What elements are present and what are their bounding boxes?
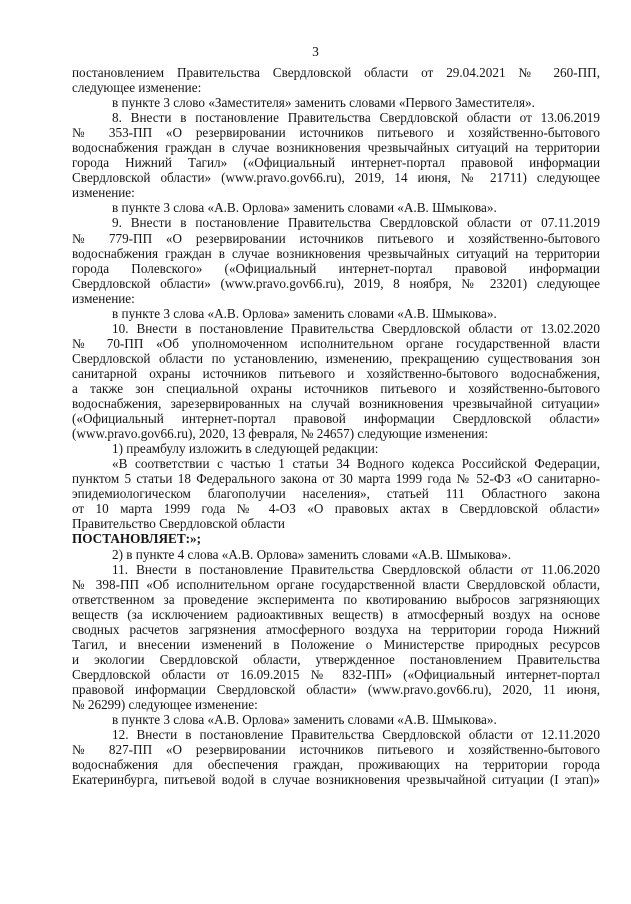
text-line: ответственном за проведение эксперимента по квотированию выбросов загрязняющих bbox=[72, 591, 600, 607]
text-line: изменение: bbox=[72, 290, 135, 306]
text-line: санитарной охраны источников питьевого и хозяйственно-бытового водоснабжения, bbox=[72, 365, 600, 381]
decree-keyword: ПОСТАНОВЛЯЕТ:»; bbox=[72, 531, 201, 547]
text-line: сводных расчетов загрязнения атмосферного воздуха на территории города Нижний bbox=[72, 621, 600, 637]
text-line: Правительство Свердловской области bbox=[72, 516, 285, 532]
text-line: Свердловской области» (www.pravo.gov66.ru), 2019, 8 ноября, № 23201) следующее bbox=[72, 275, 600, 291]
text-line: от 10 марта 1999 года № 4-ОЗ «О правовых актах в Свердловской области» bbox=[72, 501, 600, 517]
text-line: водоснабжения, зарезервированных на случай возникновения чрезвычайной ситуации» bbox=[72, 396, 600, 412]
text-line: города Нижний Тагил» («Официальный интернет-портал правовой информации bbox=[72, 155, 600, 171]
text-line: Екатеринбурга, питьевой водой в случае возникновения чрезвычайной ситуации (I этап)» bbox=[72, 772, 600, 788]
text-line: города Полевского» («Официальный интернет-портал правовой информации bbox=[72, 260, 600, 276]
document-body bbox=[72, 65, 600, 787]
text-line: изменение: bbox=[72, 185, 135, 201]
text-line: № 779-ПП «О резервировании источников питьевого и хозяйственно-бытового bbox=[72, 230, 600, 246]
text-line: 10. Внести в постановление Правительства Свердловской области от 13.02.2020 bbox=[112, 320, 600, 336]
text-line: № 398-ПП «Об исполнительном органе государственной власти Свердловской области, bbox=[72, 576, 600, 592]
text-line: водоснабжения граждан в случае возникновения чрезвычайных ситуаций на территории bbox=[72, 245, 600, 261]
text-line: водоснабжения для обеспечения граждан, проживающих на территории города bbox=[72, 757, 600, 773]
text-line: следующее изменение: bbox=[72, 80, 202, 96]
text-line: № 70-ПП «Об уполномоченном исполнительном органе государственной власти bbox=[72, 335, 600, 351]
text-line: правовой информации Свердловской области» (www.pravo.gov66.ru), 2020, 11 июня, bbox=[72, 681, 600, 697]
text-line: а также зон специальной охраны источников питьевого и хозяйственно-бытового bbox=[72, 380, 600, 396]
text-line: в пункте 3 слово «Заместителя» заменить словами «Первого Заместителя». bbox=[112, 95, 535, 111]
text-line: Свердловской области по установлению, изменению, прекращению существования зон bbox=[72, 350, 600, 366]
text-line: и экологии Свердловской области, утвержденное постановлением Правительства bbox=[72, 651, 600, 667]
text-line: Тагил, и внесении изменений в Положение о Министерстве природных ресурсов bbox=[72, 636, 600, 652]
text-line: 1) преамбулу изложить в следующей редакции: bbox=[112, 441, 379, 457]
text-line: (www.pravo.gov66.ru), 2020, 13 февраля, № 24657) следующие изменения: bbox=[72, 426, 489, 442]
text-line: 12. Внести в постановление Правительства Свердловской области от 12.11.2020 bbox=[112, 727, 600, 743]
text-line: № 353-ПП «О резервировании источников питьевого и хозяйственно-бытового bbox=[72, 125, 600, 141]
text-line: № 26299) следующее изменение: bbox=[72, 696, 258, 712]
text-line: эпидемиологическом благополучии населения», статьей 111 Областного закона bbox=[72, 486, 600, 502]
text-line: Свердловской области» (www.pravo.gov66.ru), 2019, 14 июня, № 21711) следующее bbox=[72, 170, 600, 186]
text-line: постановлением Правительства Свердловской области от 29.04.2021 № 260-ПП, bbox=[72, 65, 600, 80]
text-line: 11. Внести в постановление Правительства Свердловской области от 11.06.2020 bbox=[112, 561, 600, 577]
text-line: Свердловской области от 16.09.2015 № 832-ПП» («Официальный интернет-портал bbox=[72, 666, 600, 682]
text-line: водоснабжения граждан в случае возникновения чрезвычайных ситуаций на территории bbox=[72, 140, 600, 156]
text-line: «В соответствии с частью 1 статьи 34 Водного кодекса Российской Федерации, bbox=[112, 456, 600, 472]
text-line: в пункте 3 слова «А.В. Орлова» заменить словами «А.В. Шмыкова». bbox=[112, 712, 497, 728]
page-number: 3 bbox=[312, 44, 319, 59]
text-line: 9. Внести в постановление Правительства Свердловской области от 07.11.2019 bbox=[112, 215, 600, 231]
text-line: в пункте 3 слова «А.В. Орлова» заменить словами «А.В. Шмыкова». bbox=[112, 200, 497, 216]
text-line: 2) в пункте 4 слова «А.В. Орлова» заменить словами «А.В. Шмыкова». bbox=[112, 546, 512, 562]
text-line: пунктом 5 статьи 18 Федерального закона от 30 марта 1999 года № 52-ФЗ «О санитарно- bbox=[72, 471, 600, 487]
text-line: веществ (за исключением радиоактивных веществ) в атмосферный воздух на основе bbox=[72, 606, 600, 622]
text-line: («Официальный интернет-портал правовой информации Свердловской области» bbox=[72, 411, 600, 427]
text-line: № 827-ПП «О резервировании источников питьевого и хозяйственно-бытового bbox=[72, 742, 600, 758]
text-line: в пункте 3 слова «А.В. Орлова» заменить словами «А.В. Шмыкова». bbox=[112, 305, 497, 321]
text-line: 8. Внести в постановление Правительства Свердловской области от 13.06.2019 bbox=[112, 110, 600, 126]
